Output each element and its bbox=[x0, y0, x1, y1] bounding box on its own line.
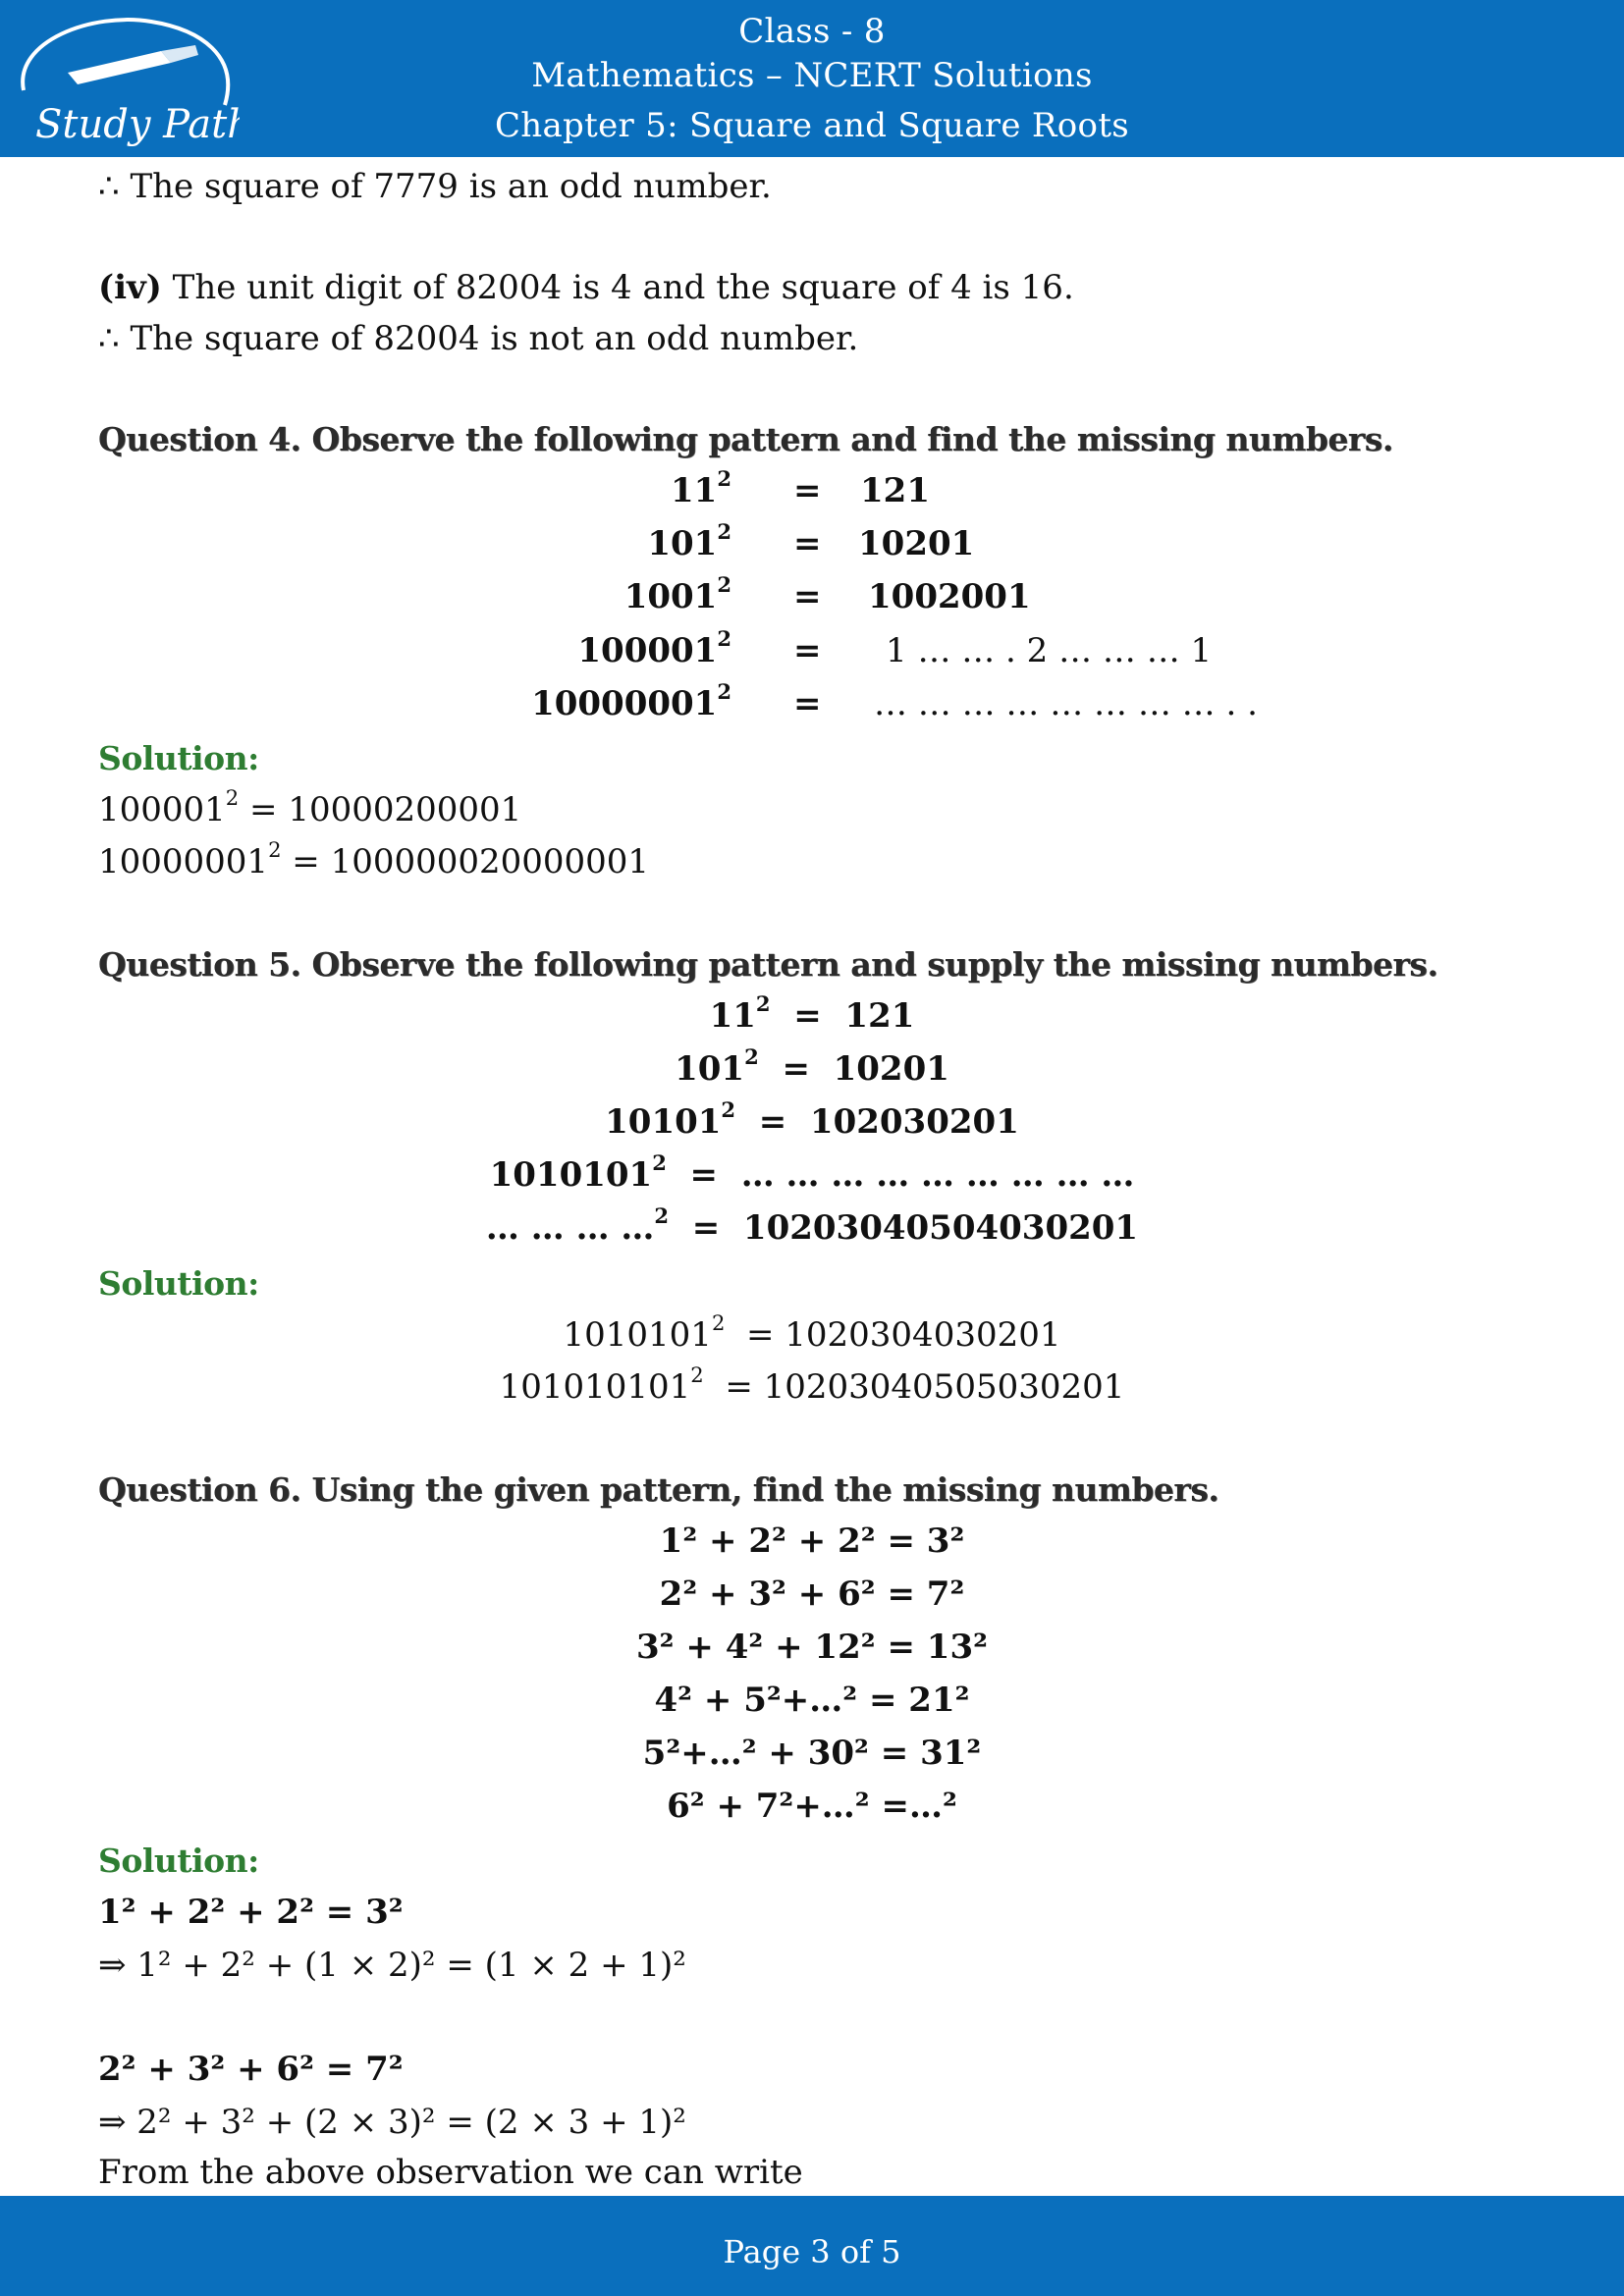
q5-pattern-row: $11^2 = 121$ bbox=[709, 991, 915, 1036]
q4-row-base: $101^2$ bbox=[647, 519, 731, 563]
q5-pattern-row: 10101$^2$ = 102030201 bbox=[605, 1097, 1019, 1142]
question-6-heading: Question 6. Using the given pattern, find the missing numbers. bbox=[98, 1470, 1219, 1509]
part-label: (iv) bbox=[98, 268, 162, 307]
page-header bbox=[0, 0, 1624, 157]
q6-solution-line: 1² + 2² + 2² = 3² bbox=[98, 1893, 404, 1932]
q4-row-value: 1002001 bbox=[868, 577, 1031, 616]
header-chapter: Chapter 5: Square and Square Roots bbox=[494, 106, 1130, 145]
q4-row-equals: = bbox=[793, 471, 822, 510]
header-subject: Mathematics – NCERT Solutions bbox=[531, 56, 1093, 95]
q6-pattern-row: 5²+…² + 30² = 31² bbox=[642, 1734, 982, 1773]
q5-solution-line: 101010101$^2$ = 10203040505030201 bbox=[499, 1362, 1125, 1407]
part-text: The unit digit of 82004 is 4 and the square of 4 is 16. bbox=[161, 268, 1074, 307]
solution-label: Solution: bbox=[98, 1264, 259, 1303]
q4-row-value: 1 … … . 2 … … … 1 bbox=[886, 631, 1213, 670]
q4-row-base: 1001$^2$ bbox=[623, 572, 731, 616]
q4-row-equals: = bbox=[793, 577, 822, 616]
q6-pattern-row: 4² + 5²+…² = 21² bbox=[654, 1681, 970, 1720]
q4-solution-line: $10000001^2 = 100000020000001$ bbox=[98, 837, 650, 881]
q4-row-base: 10000001$^2$ bbox=[531, 679, 731, 723]
q4-row-equals: = bbox=[793, 631, 822, 670]
q6-solution-line: From the above observation we can write bbox=[98, 2153, 803, 2192]
text-line: ∴ The square of 82004 is not an odd number. bbox=[98, 319, 859, 358]
q5-solution-line: 1010101$^2$ = 1020304030201 bbox=[563, 1310, 1061, 1355]
q6-solution-line: 2² + 3² + 6² = 7² bbox=[98, 2050, 404, 2089]
q4-row-base: $11^2$ bbox=[671, 466, 731, 510]
q4-row-equals: = bbox=[793, 684, 822, 723]
q4-row-equals: = bbox=[793, 524, 822, 563]
text-line bbox=[98, 268, 1074, 307]
q4-row-value: 10201 bbox=[858, 524, 975, 563]
q4-solution-line: $100001^2 = 10000200001$ bbox=[98, 785, 522, 829]
q5-pattern-row: … … … …$^2$ = 10203040504030201 bbox=[485, 1203, 1139, 1248]
q6-solution-line: ⇒ 2² + 3² + (2 × 3)² = (2 × 3 + 1)² bbox=[98, 2103, 686, 2142]
q4-row-base: 100001$^2$ bbox=[577, 626, 731, 670]
question-4-heading: Question 4. Observe the following pattern and find the missing numbers. bbox=[98, 420, 1393, 458]
logo-text: Study Path bbox=[35, 102, 240, 147]
q6-pattern-row: 3² + 4² + 12² = 13² bbox=[636, 1628, 988, 1667]
q5-pattern-row: $101^2 = 10201$ bbox=[675, 1044, 949, 1089]
q6-pattern-row: 6² + 7²+…² =…² bbox=[667, 1787, 957, 1826]
header-class: Class - 8 bbox=[738, 12, 886, 51]
q4-row-value: … … … … … … … … . . bbox=[874, 684, 1258, 723]
page-footer bbox=[0, 2196, 1624, 2296]
q6-pattern-row: 1² + 2² + 2² = 3² bbox=[659, 1522, 965, 1561]
page-number: Page 3 of 5 bbox=[723, 2233, 901, 2270]
q4-row-value: 121 bbox=[860, 471, 930, 510]
q6-pattern-row: 2² + 3² + 6² = 7² bbox=[659, 1575, 965, 1614]
text-line: ∴ The square of 7779 is an odd number. bbox=[98, 167, 772, 206]
q6-solution-line: ⇒ 1² + 2² + (1 × 2)² = (1 × 2 + 1)² bbox=[98, 1946, 686, 1985]
q5-pattern-row: 1010101$^2$ = … … … … … … … … … bbox=[489, 1150, 1135, 1195]
question-5-heading: Question 5. Observe the following pattern and supply the missing numbers. bbox=[98, 945, 1438, 984]
solution-label: Solution: bbox=[98, 1842, 259, 1880]
solution-label: Solution: bbox=[98, 739, 259, 777]
